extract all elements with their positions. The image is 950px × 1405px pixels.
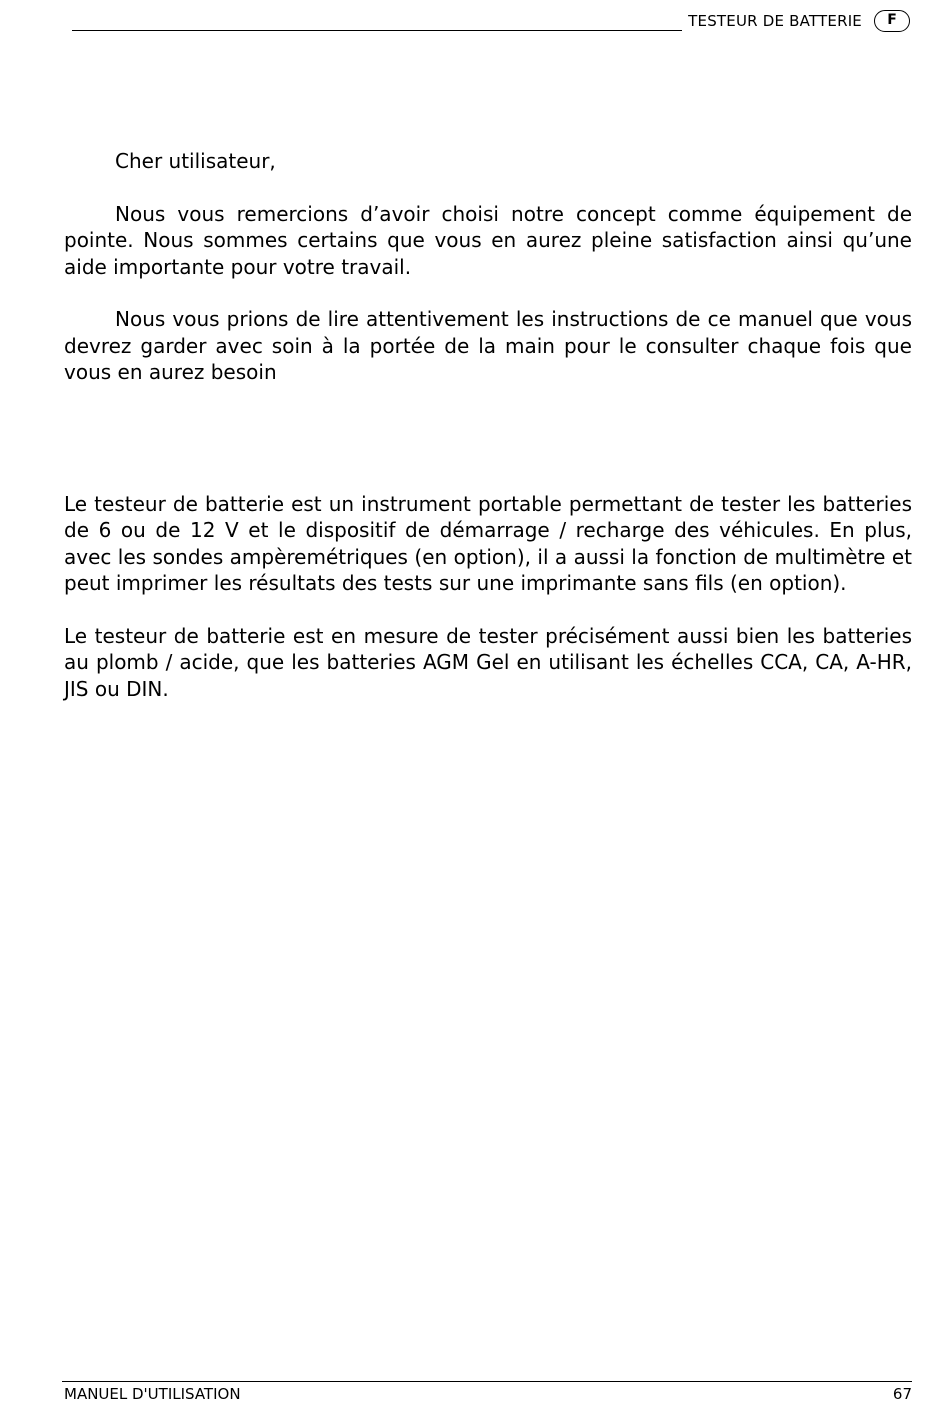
paragraph-capability: Le testeur de batterie est en mesure de tester précisément aussi bien les batteries au plomb / acide, que les batteries AGM Gel en utilisant les échelles CCA, CA, A-HR, JIS ou DIN.: [64, 623, 912, 701]
paragraph-thanks: Nous vous remercions d’avoir choisi notre concept comme équipement de pointe. Nous sommes certains que vous en aurez pleine satisfaction ainsi qu’une aide importante pour votre travail.: [64, 201, 912, 279]
language-badge: F: [874, 10, 910, 32]
page-footer: [62, 1381, 912, 1404]
footer-title: MANUEL D'UTILISATION: [64, 1385, 241, 1403]
paragraph-read-instructions: Nous vous prions de lire attentivement les instructions de ce manuel que vous devrez garder avec soin à la portée de la main pour le consulter chaque fois que vous en aurez besoin: [64, 307, 912, 384]
paragraph-description: Le testeur de batterie est un instrument portable permettant de tester les batteries de 6 ou de 12 V et le dispositif de démarrage / recharge des véhicules. En plus, avec les sondes ampèremétriques (en option), il a aussi la fonction de multimètre et peut imprimer les résultats des tests sur une imprimante sans fils (en option).: [64, 491, 912, 595]
header-rule: [72, 30, 682, 31]
greeting: Cher utilisateur,: [115, 149, 276, 173]
header-title: TESTEUR DE BATTERIE: [688, 12, 862, 30]
page-header: [72, 8, 910, 38]
page-number: 67: [892, 1385, 912, 1403]
letter-body: [64, 148, 912, 702]
